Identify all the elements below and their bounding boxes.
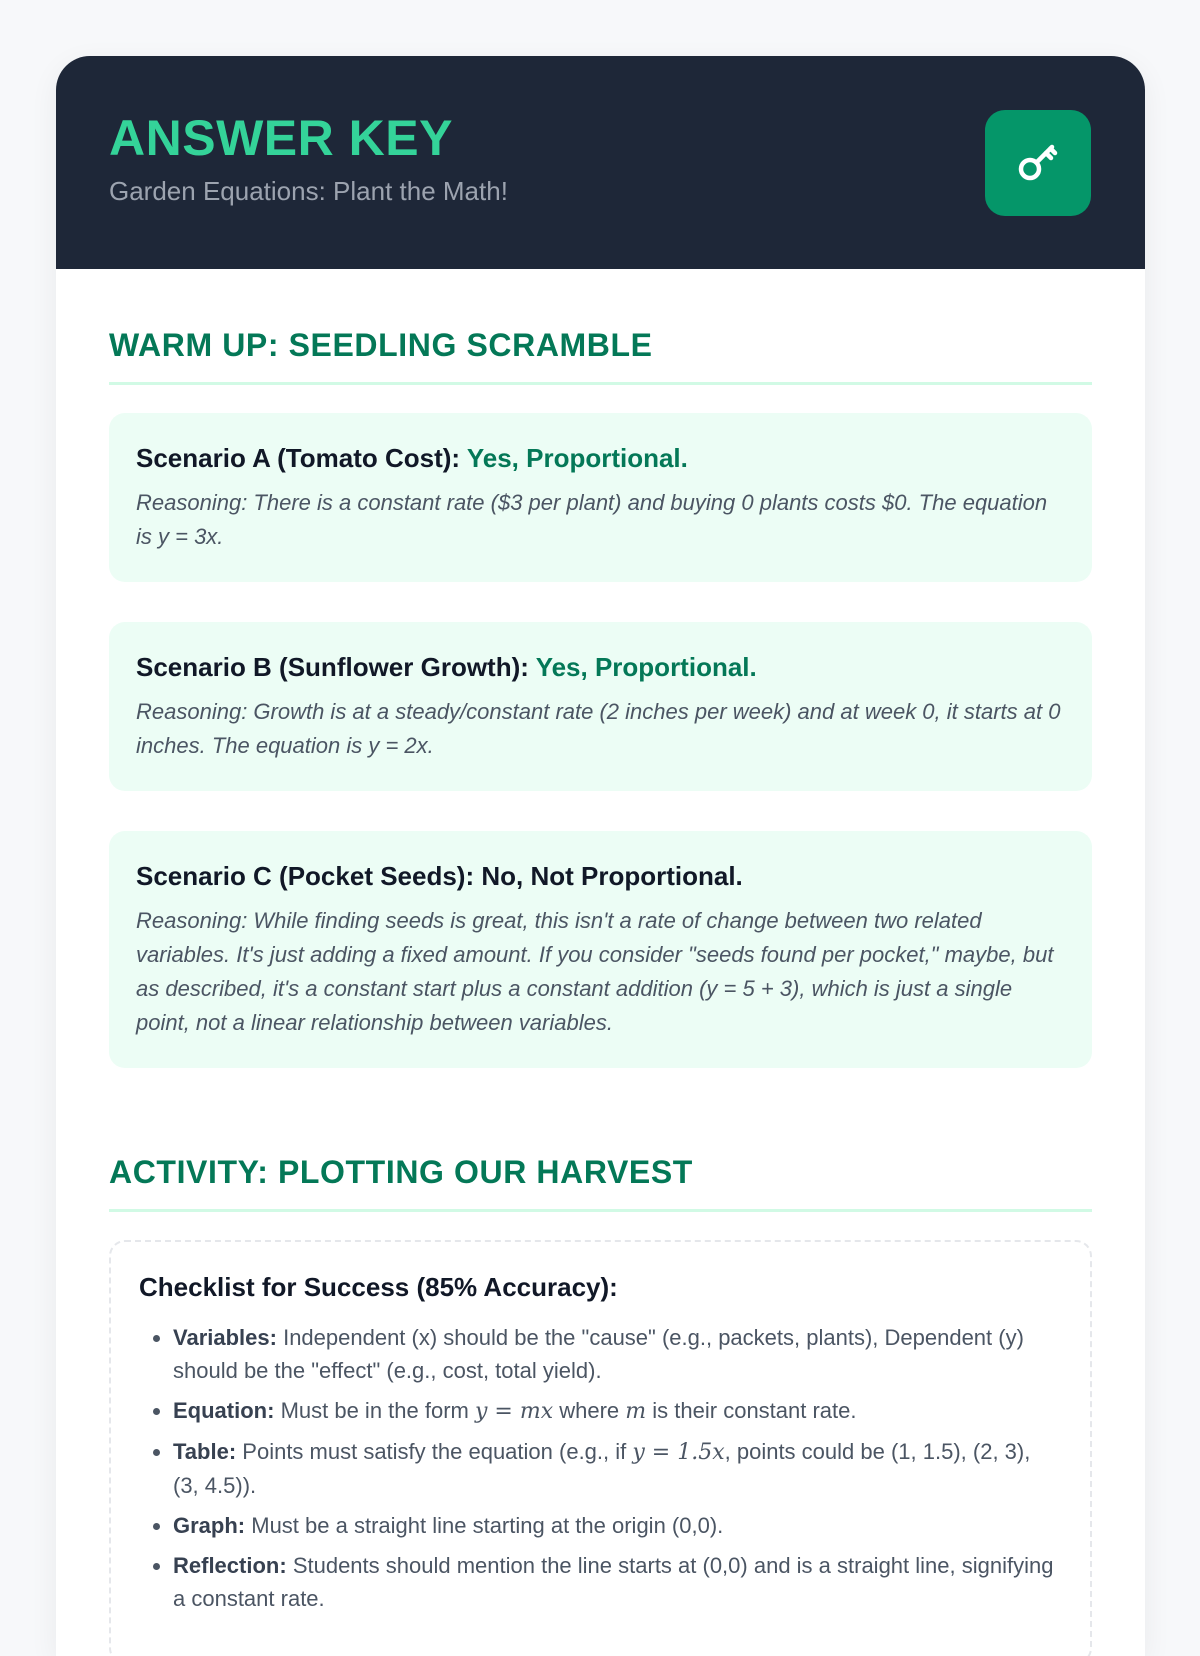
key-badge xyxy=(985,110,1091,216)
list-item xyxy=(173,1394,1062,1428)
page-subtitle: Garden Equations: Plant the Math! xyxy=(109,176,508,206)
item-label: Reflection: xyxy=(173,1553,287,1578)
item-label: Equation: xyxy=(173,1398,275,1423)
scenario-reasoning: Reasoning: Growth is at a steady/constant rate (2 inches per week) and at week 0, it starts at 0 inches. The equation is y = 2x. xyxy=(136,699,1061,758)
key-icon xyxy=(1012,137,1064,189)
section-divider xyxy=(109,1209,1092,1212)
page-title: ANSWER KEY xyxy=(109,110,453,166)
section-divider xyxy=(109,382,1092,385)
item-text: Points must satisfy the equation (e.g., if xyxy=(242,1439,627,1464)
scenario-heading xyxy=(136,443,1065,474)
scenario-verdict: Yes, Proportional. xyxy=(535,652,757,682)
item-text: where xyxy=(559,1398,620,1423)
item-label: Variables: xyxy=(173,1325,277,1350)
checklist-box xyxy=(109,1240,1092,1656)
item-label: Table: xyxy=(173,1439,237,1464)
header-banner xyxy=(56,56,1145,269)
list-item xyxy=(173,1509,1062,1542)
item-text: , points could be (1, 1.5), (2, 3), (3, 4.5)). xyxy=(173,1439,1031,1498)
scenario-reasoning: Reasoning: There is a constant rate ($3 per plant) and buying 0 plants costs $0. The equation is y = 3x. xyxy=(136,490,1048,549)
scenario-label: Scenario C (Pocket Seeds): xyxy=(136,861,475,891)
item-label: Graph: xyxy=(173,1513,246,1538)
scenario-verdict: Yes, Proportional. xyxy=(466,443,688,473)
content-area xyxy=(56,269,1145,1656)
item-text: is their constant rate. xyxy=(652,1398,857,1423)
math-expression: y = 1.5x xyxy=(632,1440,725,1465)
scenario-heading xyxy=(136,652,1065,683)
checklist-title: Checklist for Success (85% Accuracy): xyxy=(139,1272,618,1302)
scenario-card-c xyxy=(109,831,1092,1068)
list-item xyxy=(173,1549,1062,1615)
scenario-card-a xyxy=(109,413,1092,582)
math-expression: y = mx xyxy=(475,1399,554,1424)
list-item xyxy=(173,1321,1062,1387)
math-expression: m xyxy=(625,1399,647,1424)
scenario-verdict: No, Not Proportional. xyxy=(481,861,743,891)
item-text: Independent (x) should be the "cause" (e.g., packets, plants), Dependent (y) should be the "effect" (e.g., cost, total yield). xyxy=(173,1325,1024,1383)
scenario-reasoning: Reasoning: While finding seeds is great, this isn't a rate of change between two related variables. It's just adding a fixed amount. If you consider "seeds found per pocket," maybe, but as described, it's a constant start plus a constant addition (y = 5 + 3), which is just a single point, not a linear relationship between variables. xyxy=(136,908,1054,1035)
item-text: Students should mention the line starts at (0,0) and is a straight line, signifying a constant rate. xyxy=(173,1553,1054,1611)
answer-key-card xyxy=(56,56,1145,1656)
scenario-label: Scenario B (Sunflower Growth): xyxy=(136,652,529,682)
section-title-warmup: WARM UP: SEEDLING SCRAMBLE xyxy=(109,327,653,363)
scenario-label: Scenario A (Tomato Cost): xyxy=(136,443,461,473)
list-item xyxy=(173,1435,1062,1502)
scenario-heading xyxy=(136,861,1065,892)
scenario-card-b xyxy=(109,622,1092,791)
item-text: Must be a straight line starting at the origin (0,0). xyxy=(251,1513,724,1538)
section-title-activity: ACTIVITY: PLOTTING OUR HARVEST xyxy=(109,1154,693,1190)
item-text: Must be in the form xyxy=(280,1398,469,1423)
checklist-list xyxy=(139,1321,1062,1615)
